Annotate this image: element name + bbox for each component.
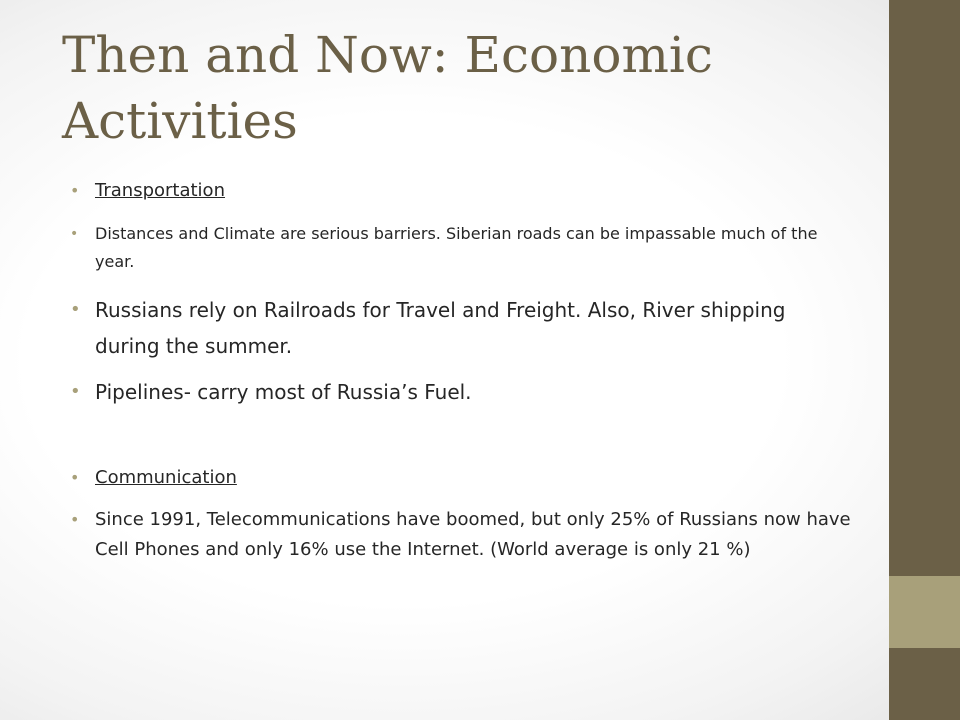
sidebar-middle-band	[889, 576, 960, 648]
bullet-dot-icon: •	[70, 510, 80, 529]
bullet-text: Russians rely on Railroads for Travel and Freight. Also, River shipping during the summer.	[95, 298, 786, 358]
bullet-dot-icon: •	[70, 181, 80, 200]
sidebar-top-band	[889, 0, 960, 576]
bullet-dot-icon: •	[70, 468, 80, 487]
bullet-distances-climate	[70, 220, 850, 276]
sidebar-bottom-band	[889, 648, 960, 720]
bullet-communication-heading	[70, 463, 850, 493]
bullet-railroads	[70, 292, 850, 364]
bullet-text: Distances and Climate are serious barriers. Siberian roads can be impassable much of the year.	[95, 224, 818, 271]
bullet-text: Pipelines- carry most of Russia’s Fuel.	[95, 380, 472, 404]
bullet-text: Since 1991, Telecommunications have boomed, but only 25% of Russians now have Cell Phones and only 16% use the Internet. (World average is only 21 %)	[95, 509, 851, 560]
bullet-telecommunications	[70, 505, 860, 565]
bullet-transportation-heading	[70, 176, 850, 206]
bullet-dot-icon: •	[70, 299, 81, 320]
bullet-text: Transportation	[95, 180, 225, 201]
bullet-pipelines	[70, 374, 850, 410]
slide-title: Then and Now: Economic Activities	[62, 26, 713, 150]
bullet-dot-icon: •	[70, 226, 79, 242]
bullet-dot-icon: •	[70, 381, 81, 402]
bullet-text: Communication	[95, 467, 237, 488]
